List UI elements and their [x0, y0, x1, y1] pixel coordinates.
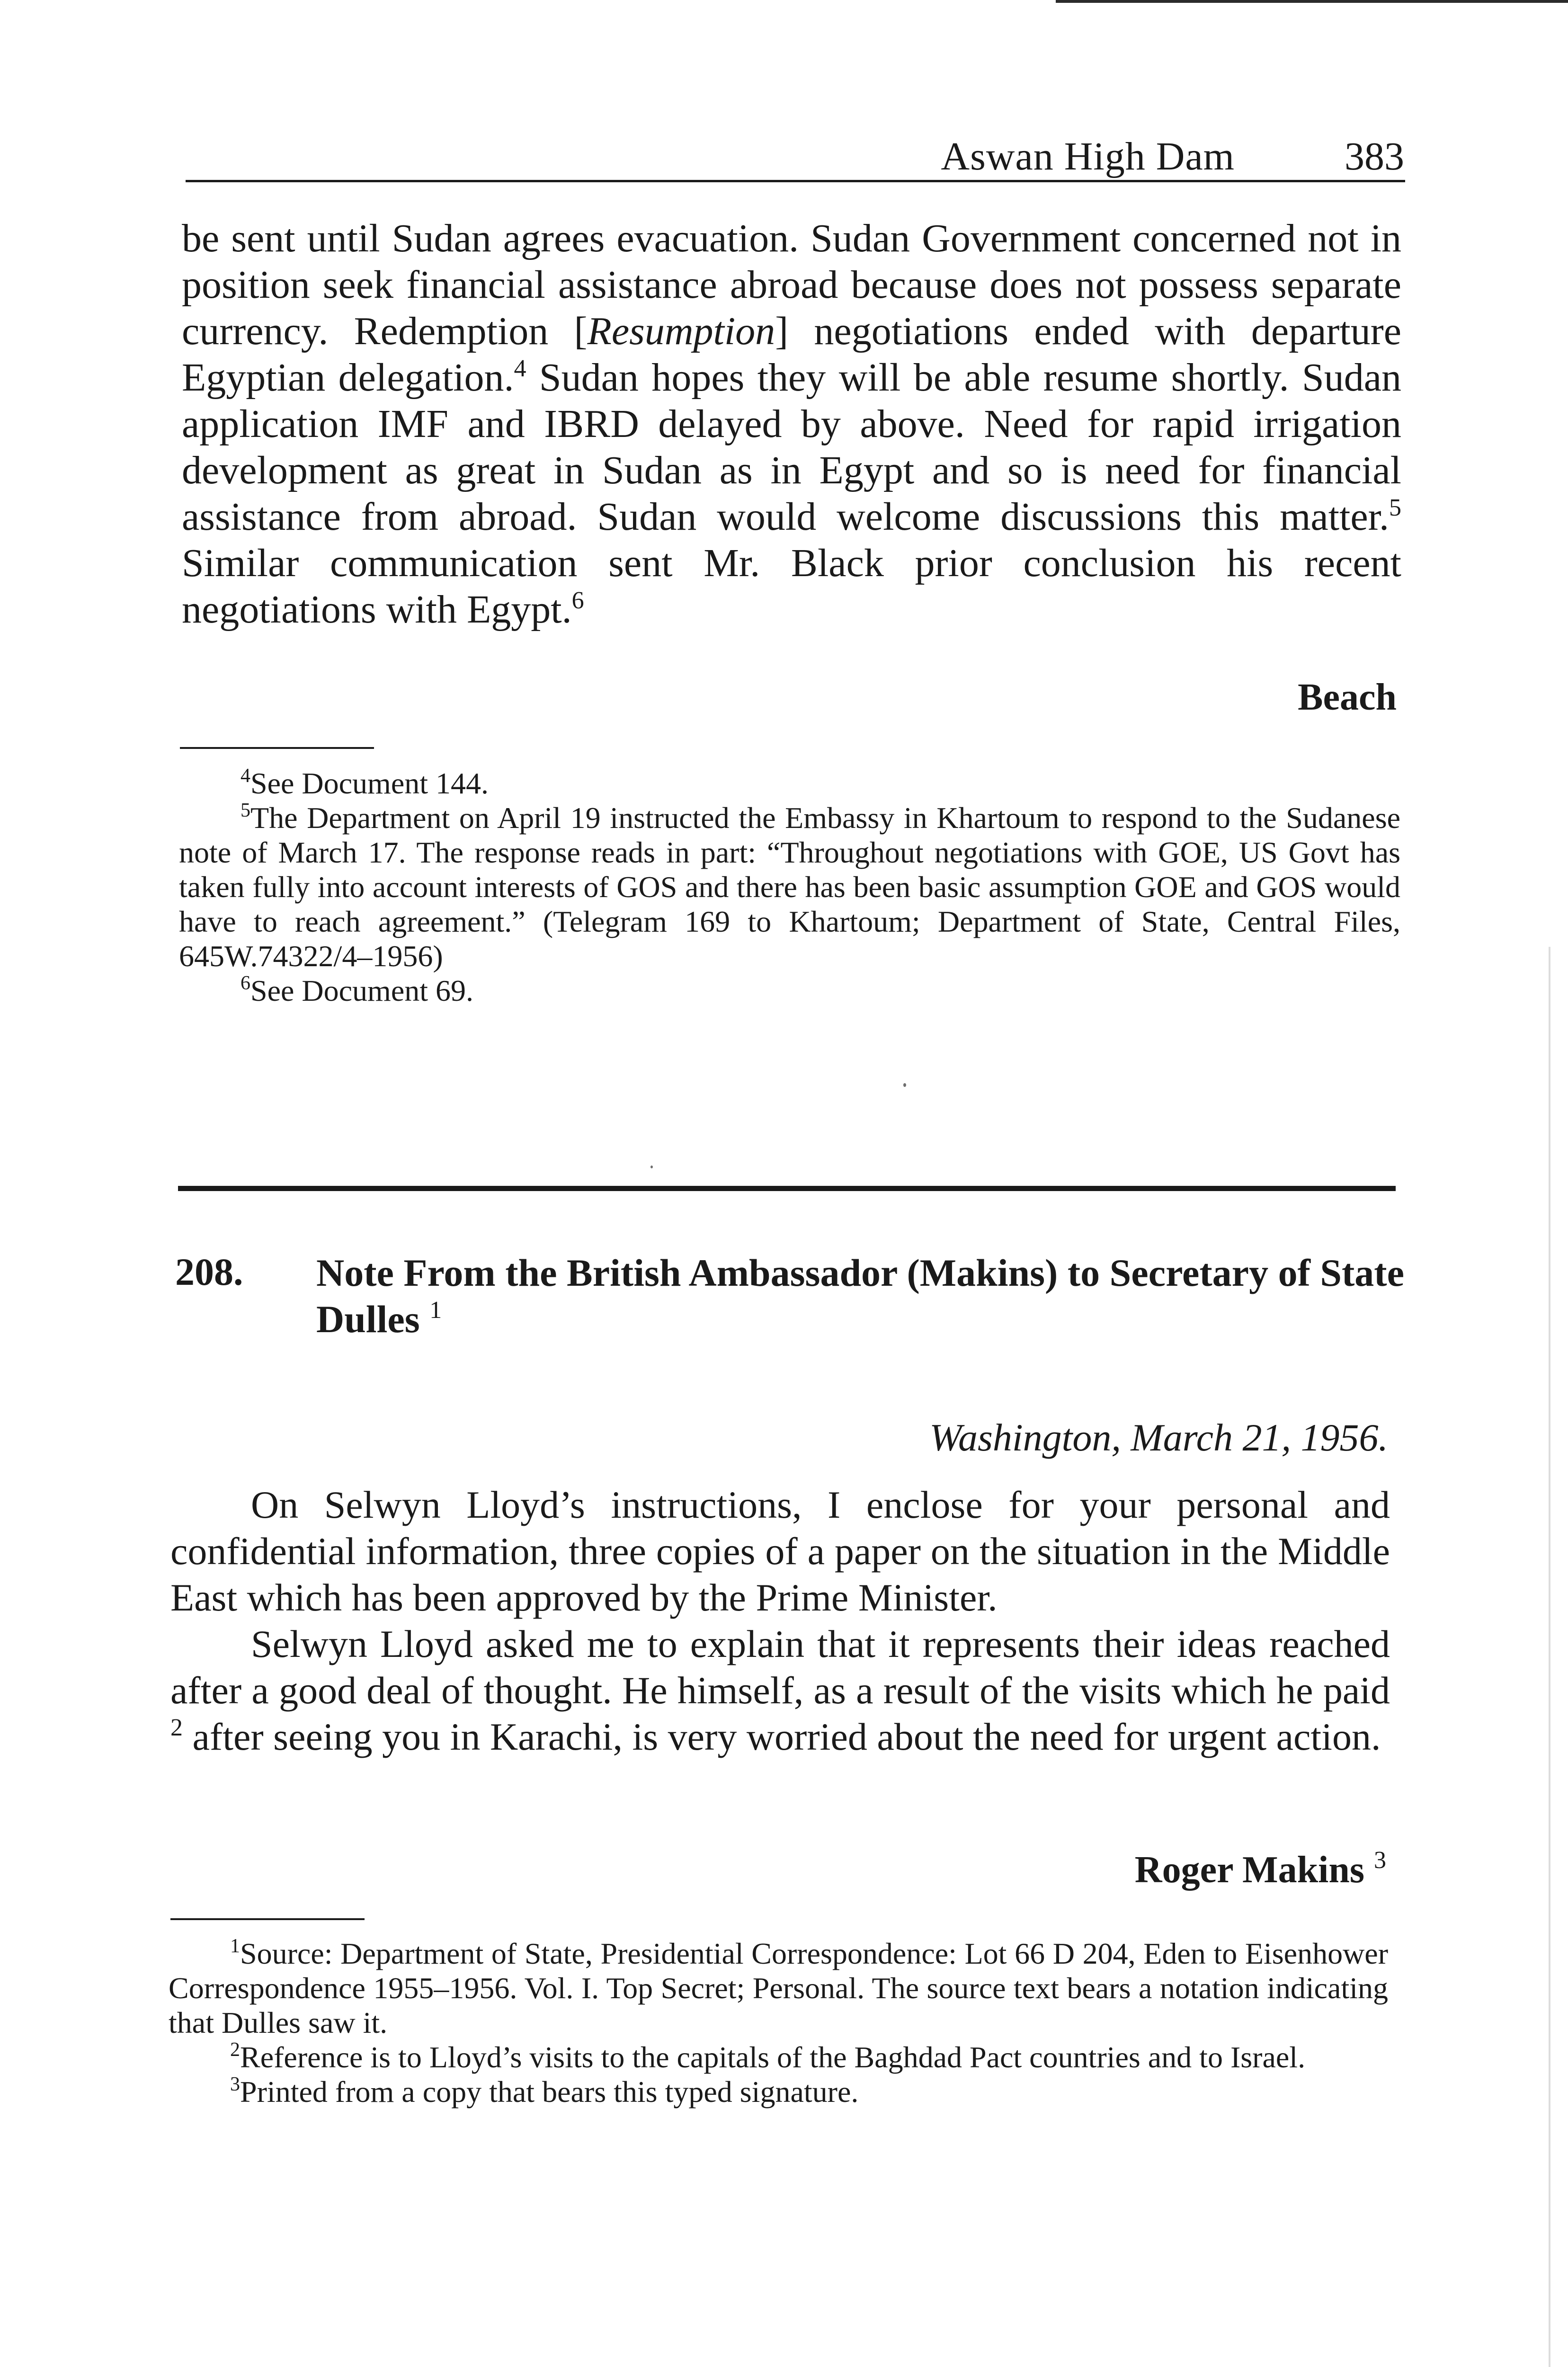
- page-number: 383: [1345, 134, 1404, 178]
- footnote-number: 4: [241, 765, 250, 787]
- footnote-number: 2: [230, 2039, 240, 2061]
- text-run: after seeing you in Karachi, is very worried about the need for urgent action.: [183, 1715, 1381, 1758]
- text-run: Sudan hopes they will be able resume shortly. Sudan application IMF and IBRD delayed by above. Need for rapid irrigation development as great in Sudan as in Egypt and so is need for financial assistance from abroad. Sudan would welcome discussions this matter.: [182, 356, 1401, 539]
- signature-makins: [1135, 1849, 1386, 1892]
- footnote-number: 5: [241, 800, 250, 821]
- footnote-text: The Department on April 19 instructed the Embassy in Khartoum to respond to the Sudanese note of March 17. The response reads in part: “Throughout negotiations with GOE, US Govt has taken fully into account interests of GOS and there has been basic assumption GOE and GOS would have to reach agreement.” (Telegram 169 to Khartoum; Department of State, Central Files, 645W.74322/4–1956): [179, 801, 1400, 973]
- running-head: [186, 128, 1405, 182]
- text-run: ] negotiations ended with departure Egyptian delegation.: [182, 309, 1401, 400]
- footnote-ref-3: 3: [1374, 1847, 1386, 1874]
- running-head-title: Aswan High Dam: [941, 134, 1235, 178]
- footnotes-document-208: [169, 1936, 1388, 2109]
- dateline: Washington, March 21, 1956.: [929, 1416, 1388, 1459]
- scan-speck: [650, 1166, 653, 1168]
- letter-paragraph-2: [170, 1621, 1390, 1760]
- footnote-ref-2: 2: [170, 1714, 183, 1741]
- footnote-2: [169, 2040, 1388, 2074]
- footnote-3: [169, 2074, 1388, 2109]
- footnote-number: 6: [241, 972, 250, 994]
- document-number: 208.: [175, 1250, 243, 1293]
- text-run: Similar communication sent Mr. Black prior conclusion his recent negotiations with Egypt.: [182, 541, 1401, 632]
- text-run: be sent until Sudan agrees evacuation. Sudan Government concerned not in position seek financial assistance abroad because does not possess separate currency. Redemption [: [182, 216, 1401, 353]
- footnote-text: Reference is to Lloyd’s visits to the capitals of the Baghdad Pact countries and to Israel.: [240, 2040, 1306, 2074]
- continuation-paragraph: [182, 215, 1401, 633]
- footnote-1: [169, 1936, 1388, 2040]
- bracket-correction: Resumption: [587, 309, 775, 353]
- footnote-number: 1: [230, 1935, 240, 1957]
- section-divider: [178, 1186, 1396, 1191]
- signature-text: Roger Makins: [1134, 1849, 1364, 1891]
- footnote-ref-5: 5: [1389, 494, 1401, 521]
- scan-edge-top: [1056, 0, 1568, 3]
- scan-edge-right: [1548, 947, 1551, 2367]
- footnotes-previous-document: [179, 766, 1400, 1008]
- footnote-ref-1: 1: [429, 1297, 442, 1324]
- footnote-text: See Document 144.: [250, 766, 489, 800]
- footnote-text: Printed from a copy that bears this typed signature.: [240, 2075, 859, 2109]
- letter-paragraph-1: On Selwyn Lloyd’s instructions, I enclose for your personal and confidential information, three copies of a paper on the situation in the Middle East which has been approved by the Prime Minister.: [170, 1483, 1390, 1619]
- footnote-number: 3: [230, 2073, 240, 2095]
- letter-body: [170, 1482, 1390, 1760]
- footnote-text: See Document 69.: [250, 974, 473, 1007]
- footnote-rule: [170, 1918, 365, 1920]
- scan-speck: [903, 1083, 906, 1087]
- signature-beach: Beach: [1298, 676, 1397, 718]
- footnote-6: [179, 973, 1400, 1008]
- footnote-rule: [180, 747, 374, 749]
- footnote-ref-6: 6: [571, 587, 584, 614]
- footnote-5: [179, 801, 1400, 973]
- footnote-ref-4: 4: [514, 355, 526, 382]
- footnote-4: [179, 766, 1400, 801]
- continuation-text: [182, 215, 1401, 633]
- text-run: Selwyn Lloyd asked me to explain that it represents their ideas reached after a good deal of thought. He himself, as a result of the visits which he paid: [170, 1622, 1390, 1712]
- footnote-text: Source: Department of State, Presidential Correspondence: Lot 66 D 204, Eden to Eisenhower Correspondence 1955–1956. Vol. I. Top Secret; Personal. The source text bears a notation indicating that Dulles saw it.: [169, 1937, 1388, 2039]
- document-title: [316, 1250, 1405, 1343]
- document-title-text: Note From the British Ambassador (Makins) to Secretary of State Dulles: [316, 1251, 1405, 1341]
